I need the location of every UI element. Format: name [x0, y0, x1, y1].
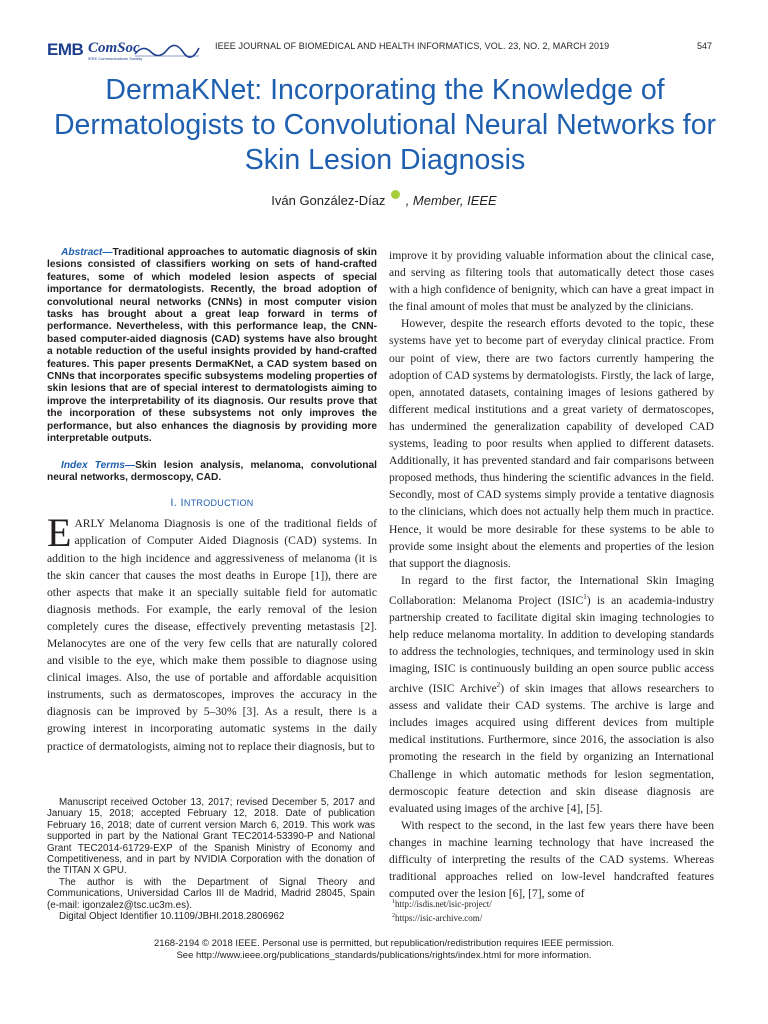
comsoc-logo-subtitle: IEEE Communications Society: [88, 56, 143, 61]
author-name: Iván González-Díaz: [271, 193, 386, 208]
footnote-ref-1[interactable]: 1: [583, 592, 587, 601]
url-footnotes: [392, 896, 692, 924]
copyright-notice: [0, 938, 768, 961]
author-line: [0, 190, 768, 208]
section-title-initial: I: [180, 497, 184, 510]
footnote-2: $^2$https://isic-archive.com/: [392, 913, 483, 923]
isic-text-c: ) of skin images that allows researchers to assess and validate their CAD systems. The archive is large and includes images acquired using different devices from multiple medical institutions. Furthermore, since 2016, the association is also promoting the research in the field by organizing an International Challenge in which automatic methods for lesion segmentation, dermoscopic feature detection and skin disease diagnosis are evaluated using images of the archive [4], [5].: [389, 682, 715, 815]
right-paragraph-3: [389, 572, 714, 817]
footnote-2-link[interactable]: https://isic-archive.com/: [395, 913, 483, 923]
isic-text-b: ) is an academia-industry partnership created to facilitate digital skin imaging technologies to help reduce melanoma mortality. In addition to developing standards to address the technologies, techniques, and terminology used in skin imaging, ISIC is continuously building an open source public access archive (ISIC Archive: [389, 593, 714, 696]
footnote-1: $^1$http://isdis.net/isic-project/: [392, 899, 492, 909]
right-paragraph-4: With respect to the second, in the last few years there have been changes in machine learning technology that have increased the difficulty of interpreting the results of the CAD systems. Whereas traditional approaches relied on low-level handcrafted features computed over the lesion [6], [7], some of: [389, 818, 714, 901]
abstract-label: Abstract—: [61, 247, 113, 258]
drop-cap: E: [47, 510, 72, 556]
abstract: [47, 247, 377, 446]
copyright-line-1: 2168-2194 © 2018 IEEE. Personal use is permitted, but republication/redistribution requires IEEE permission.: [153, 938, 615, 949]
orcid-icon[interactable]: [391, 190, 400, 199]
comsoc-logo: ComSoc: [88, 40, 140, 56]
abstract-text: Traditional approaches to automatic diagnosis of skin lesions consisted of classifiers working on sets of hand-crafted features, some of which modeled lesion aspects of special importance for dermatologists. Recently, the broad adoption of convolutional neural networks (CNNs) in most computer vision tasks has brought about a great leap forward in terms of performance. Nevertheless, with this performance leap, the CNN-based computer-aided diagnosis (CAD) systems have also brought a notable reduction of the useful insights provided by hand-crafted features. This paper presents DermaKNet, a CAD system based on CNNs that incorporates specific subsystems modeling properties of skin lesions that are of special interest to dermatologists aiming to improve the interpretability of its diagnosis. Our results prove that the incorporation of these subsystems not only improves the performance, but also enhances the diagnosis by providing more interpretable outputs.: [47, 247, 377, 445]
right-column: [389, 247, 714, 902]
paper-title: DermaKNet: Incorporating the Knowledge of Dermatologists to Convolutional Neural Networks for Skin Lesion Diagnosis: [53, 74, 717, 176]
section-heading-introduction: [47, 497, 377, 509]
footnote-ref-2[interactable]: 2: [496, 681, 501, 690]
isic-text-a: In regard to the first factor, the International Skin Imaging Collaboration: Melanoma Project (ISIC: [389, 573, 714, 607]
signal-processing-logo-icon: [133, 42, 203, 58]
manuscript-history: Manuscript received October 13, 2017; revised December 5, 2017 and January 15, 2018; accepted February 12, 2018. Date of publication February 16, 2018; date of current version March 6, 2019. This work was supported in part by the National Grant TEC2014-53390-P and National Grant TEC2014-61729-EXP of the Spanish Ministry of Economy and Competitiveness, and in part by NVIDIA Corporation with the donation of the TITAN X GPU.: [47, 797, 375, 877]
copyright-line-2[interactable]: See http://www.ieee.org/publications_standards/publications/rights/index.html for more information.: [176, 949, 592, 961]
index-terms-text: Skin lesion analysis, melanoma, convolutional neural networks, dermoscopy, CAD.: [47, 459, 377, 483]
doi-line: Digital Object Identifier 10.1109/JBHI.2018.2806962: [59, 911, 285, 923]
author-membership: , Member, IEEE: [405, 193, 497, 208]
section-title-rest: NTRODUCTION: [183, 498, 254, 509]
right-paragraph-1: improve it by providing valuable information about the clinical case, and serving as filtering tools that automatically detect those cases with a high confidence of benignity, which can have a great impact in the final amount of moles that must be analyzed by the clinicians.: [389, 249, 714, 314]
section-number: I.: [170, 497, 178, 510]
manuscript-footnote: [47, 797, 375, 922]
right-paragraph-2: However, despite the research efforts devoted to the topic, these systems have yet to become part of everyday clinical practice. From our point of view, there are two factors currently hampering the adoption of CAD systems by dermatologists. Firstly, the lack of large, open, annotated datasets, containing images of lesions gathered by different medical institutions and a great variety of dermatoscopes, has undermined the generalization capability of developed CAD systems, leading to poor results when applied to different datasets. Additionally, it has prevented standard and fair comparisons between proposed methods, thus hindering the scientific advances in the field. Secondly, most of CAD systems simply provide a tentative diagnosis to the clinicians, which does not actually help them much in practice. Hence, it would be more desirable for these systems to be able to provide some insight about the elements and properties of the lesion that support the diagnosis.: [389, 317, 714, 570]
left-column: [47, 247, 377, 755]
index-terms-label: Index Terms—: [61, 459, 136, 471]
index-terms: [47, 460, 377, 485]
footnote-1-link[interactable]: http://isdis.net/isic-project/: [395, 899, 492, 909]
page-number: 547: [696, 41, 712, 51]
journal-header: IEEE JOURNAL OF BIOMEDICAL AND HEALTH INFORMATICS, VOL. 23, NO. 2, MARCH 2019: [215, 41, 610, 51]
intro-paragraph: [47, 510, 377, 754]
emb-logo: EMB: [47, 40, 84, 59]
intro-text: ARLY Melanoma Diagnosis is one of the traditional fields of application of Computer Aided Diagnosis (CAD) systems. In addition to the high incidence and aggressiveness of melanoma (it is the skin cancer that causes the most deaths in Europe [1]), there are other aspects that make it an specially suitable field for automatic diagnosis methods. For example, the early removal of the lesion completely cures the disease, effectively preventing metastasis [2]. Melanocytes are one of the very few cells that are naturally colored and visible to the eye, which make them possible to diagnose using clinical images. Also, the use of portable and affordable acquisition instruments, such as dermatoscopes, improves the accuracy in the diagnosis can be improved by 5–30% [3]. As a result, there is a growing interest in incorporating automatic systems in the daily practice of dermatologists, aiming not to replace their diagnosis, but to: [47, 517, 377, 753]
author-affiliation: The author is with the Department of Signal Theory and Communications, Universidad Carlos III de Madrid, Madrid 28045, Spain (e-mail: igonzalez@tsc.uc3m.es).: [47, 876, 375, 911]
